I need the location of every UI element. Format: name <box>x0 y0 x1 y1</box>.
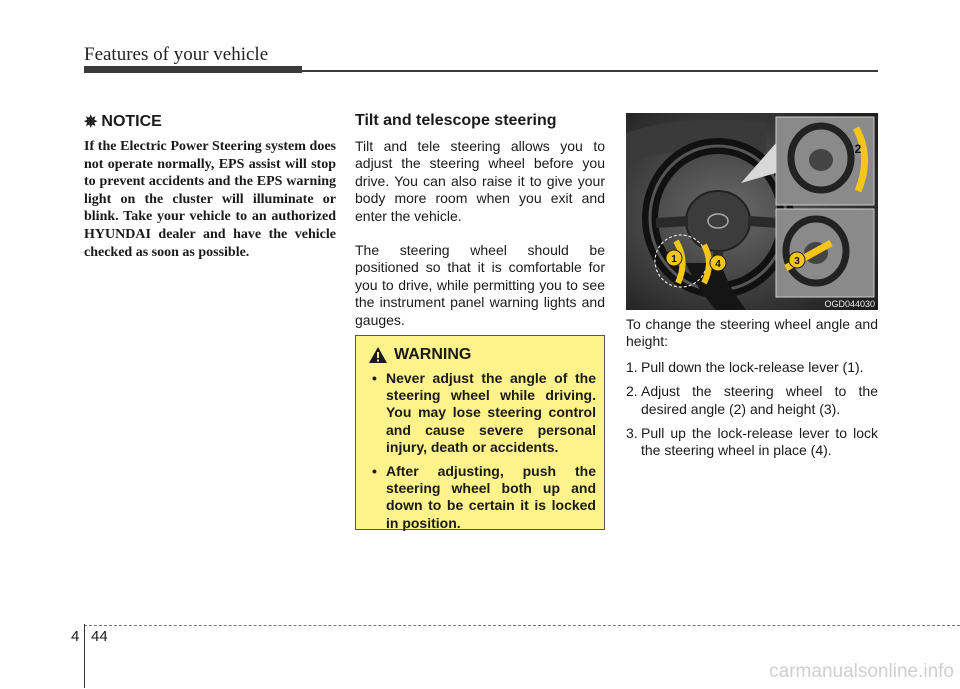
header-rule-thin <box>300 70 878 72</box>
callout-label-4: 4 <box>715 259 721 270</box>
section-paragraph-2: The steering wheel should be positioned so that it is comfortable for you to drive, while permitting you to see the instrument panel warning lights and gauges. <box>355 242 605 328</box>
watermark: carmanualsonline.info <box>769 661 954 682</box>
notice-star-icon: ✵ <box>84 114 98 131</box>
page-header-title: Features of your vehicle <box>84 44 269 65</box>
instructions-section <box>626 316 878 467</box>
figure-code: OGD044030 <box>824 299 875 309</box>
warning-list <box>366 370 596 532</box>
warning-heading-text: WARNING <box>394 346 472 363</box>
section-paragraph-1: Tilt and tele steering allows you to adjust the steering wheel before you drive. You can also raise it to give your body more room when you exit and enter the vehicle. <box>355 138 605 224</box>
notice-body: If the Electric Power Steering system does not operate normally, EPS assist will stop to prevent accidents and the EPS warning light on the cluster will illuminate or blink. Take your vehicle to an authorized HYUNDAI dealer and have the vehicle checked as soon as possible. <box>84 139 336 260</box>
warning-heading <box>368 346 596 364</box>
page-number: 44 <box>91 628 108 645</box>
warning-item: • After adjusting, push the steering wheel both up and down to be certain it is locked in position. <box>366 463 596 532</box>
page-chapter: 4 <box>71 628 80 645</box>
callout-label-2: 2 <box>854 142 862 156</box>
instructions-intro: To change the steering wheel angle and height: <box>626 316 878 350</box>
footer-rule <box>84 625 960 626</box>
notice-section <box>84 112 336 261</box>
steering-figure <box>626 113 878 310</box>
callout-label-3: 3 <box>794 256 800 267</box>
notice-heading-text: NOTICE <box>101 113 162 130</box>
notice-heading <box>84 112 336 132</box>
tilt-section <box>355 112 605 346</box>
header-rule-thick <box>84 66 302 73</box>
instruction-step: 1. Pull down the lock-release lever (1). <box>626 358 864 375</box>
warning-item: • Never adjust the angle of the steering wheel while driving. You may lose steering control and cause severe personal injury, death or accidents. <box>366 370 596 456</box>
steering-illustration <box>626 113 878 310</box>
warning-triangle-icon <box>368 346 388 364</box>
instruction-step: 3. Pull up the lock-release lever to lock the steering wheel in place (4). <box>626 425 878 459</box>
callout-label-1: 1 <box>671 254 677 265</box>
warning-box <box>355 335 605 530</box>
section-title: Tilt and telescope steering <box>355 112 557 129</box>
footer-divider <box>84 624 85 688</box>
instructions-steps <box>626 359 878 460</box>
instruction-step: 2. Adjust the steering wheel to the desired angle (2) and height (3). <box>626 383 878 417</box>
